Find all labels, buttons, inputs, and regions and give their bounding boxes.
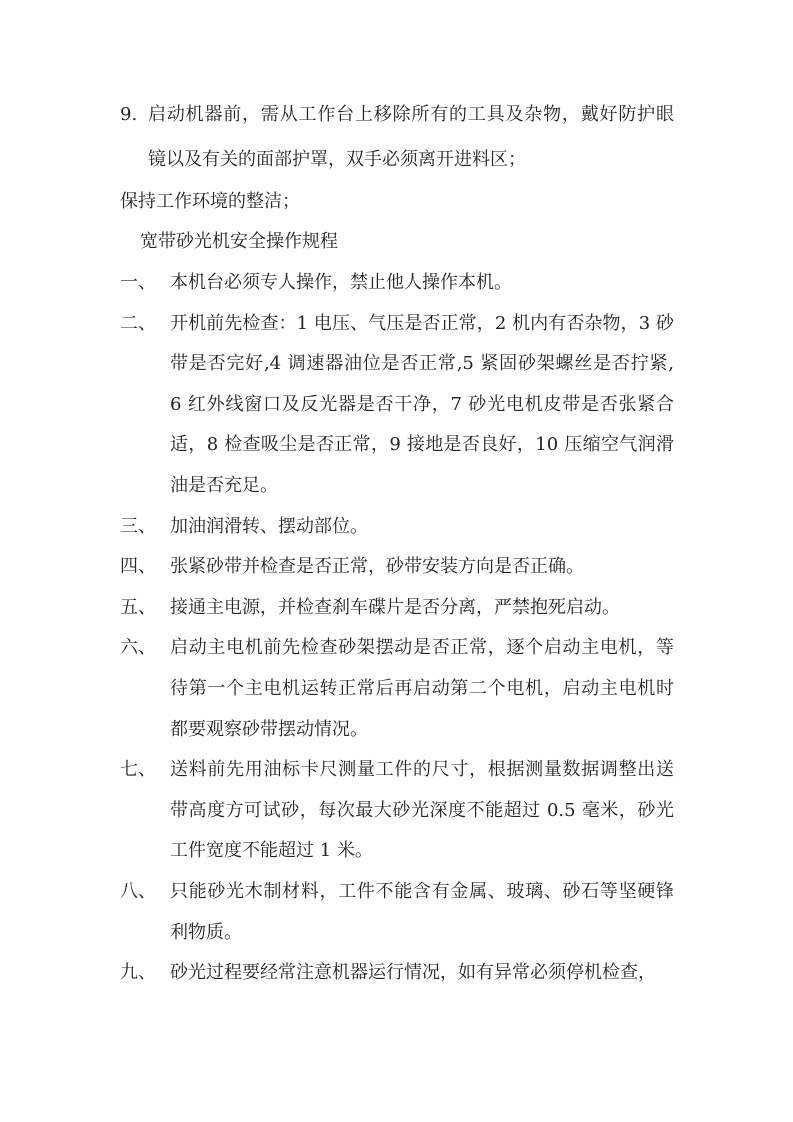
rule-text-line: 砂光过程要经常注意机器运行情况，如有异常必须停机检查， — [170, 962, 656, 983]
rule-text-line: 启动主电机前先检查砂架摆动是否正常，逐个启动主电机，等 — [170, 637, 674, 658]
rule-number: 三、 — [120, 516, 156, 537]
rule-text-line: 接通主电源，并检查刹车碟片是否分离，严禁抱死启动。 — [170, 597, 620, 618]
rule-text-line: 利物质。 — [170, 922, 242, 943]
rule-number: 九、 — [120, 962, 156, 983]
rule-text-line: 只能砂光木制材料，工件不能含有金属、玻璃、砂石等坚硬锋 — [170, 881, 674, 902]
rule-number: 五、 — [120, 597, 156, 618]
rule-text-line: 6 红外线窗口及反光器是否干净，7 砂光电机皮带是否张紧合 — [170, 394, 674, 415]
rule-number: 四、 — [120, 556, 156, 577]
rule-text-line: 加油润滑转、摆动部位。 — [170, 516, 368, 537]
rule-number: 一、 — [120, 272, 156, 293]
rule-number: 八、 — [120, 881, 156, 902]
document-title: 宽带砂光机安全操作规程 — [140, 231, 338, 252]
rule-text-line: 本机台必须专人操作，禁止他人操作本机。 — [170, 272, 512, 293]
rule-number: 二、 — [120, 313, 156, 334]
rule-text-line: 都要观察砂带摆动情况。 — [170, 719, 368, 740]
rule-text-line: 送料前先用油标卡尺测量工件的尺寸，根据测量数据调整出送 — [170, 759, 674, 780]
item-9-line-1: 启动机器前，需从工作台上移除所有的工具及杂物，戴好防护眼 — [148, 104, 674, 125]
rule-text-line: 工件宽度不能超过 1 米。 — [170, 840, 373, 861]
keep-clean-text: 保持工作环境的整洁； — [120, 191, 300, 212]
item-9-line-2: 镜以及有关的面部护罩，双手必须离开进料区； — [148, 149, 526, 170]
rule-text-line: 油是否充足。 — [170, 475, 278, 496]
rule-text-line: 待第一个主电机运转正常后再启动第二个电机，启动主电机时 — [170, 678, 674, 699]
rule-text-line: 张紧砂带并检查是否正常，砂带安装方向是否正确。 — [170, 556, 584, 577]
rule-number: 六、 — [120, 637, 156, 658]
rule-text-line: 带高度方可试砂，每次最大砂光深度不能超过 0.5 毫米，砂光 — [170, 800, 674, 821]
rule-number: 七、 — [120, 759, 156, 780]
rule-text-line: 适，8 检查吸尘是否正常，9 接地是否良好，10 压缩空气润滑 — [170, 434, 674, 455]
item-9-number: 9. — [120, 104, 138, 125]
rule-text-line: 开机前先检查：1 电压、气压是否正常，2 机内有否杂物，3 砂 — [170, 313, 674, 334]
rule-text-line: 带是否完好,4 调速器油位是否正常,5 紧固砂架螺丝是否拧紧, — [170, 353, 674, 374]
